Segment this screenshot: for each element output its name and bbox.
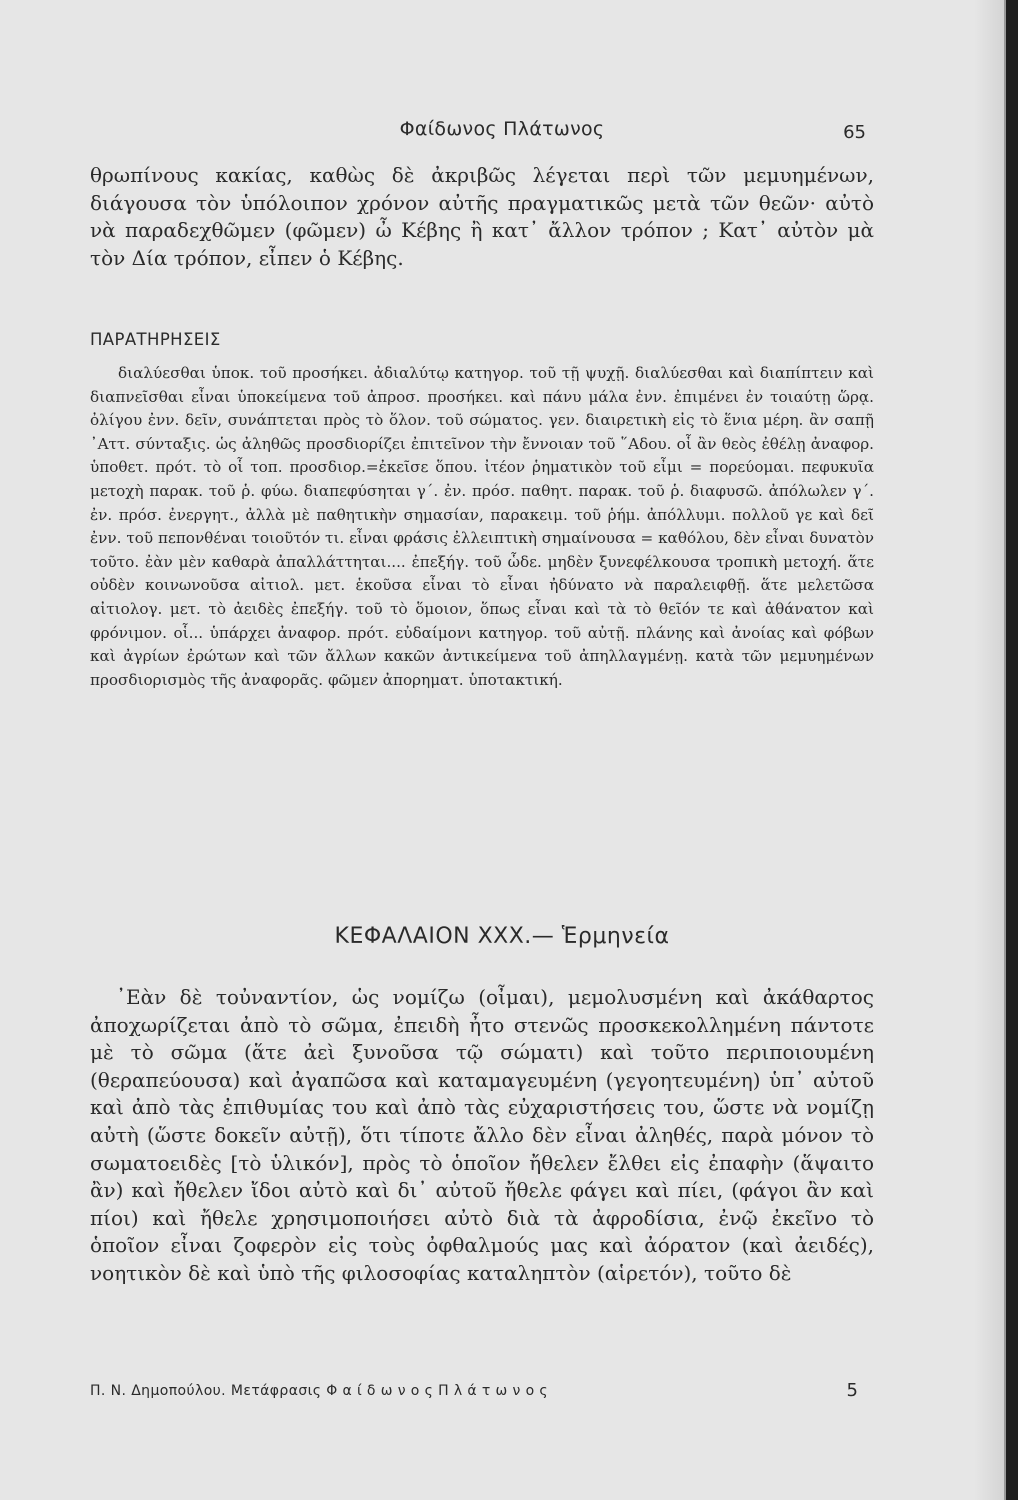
signature-number: 5	[846, 1380, 858, 1401]
intro-text: θρωπίνους κακίας, καθὼς δὲ ἀκριβῶς λέγεται περὶ τῶν μεμυημένων, διάγουσα τὸν ὑπόλοιπον χρόνον αὐτῆς πραγματικῶς μετὰ τῶν θεῶν· αὐτὸ νὰ παραδεχθῶμεν (φῶμεν) ὦ Κέβης ἢ κατ᾽ ἄλλον τρόπον ; Κατ᾽ αὐτὸν μὰ τὸν Δία τρόπον, εἶπεν ὁ Κέβης.	[90, 163, 874, 270]
notes-heading: ΠΑΡΑΤΗΡΗΣΕΙΣ	[90, 330, 221, 349]
chapter-text: ᾿Εὰν δὲ τοὐναντίον, ὡς νομίζω (οἶμαι), μεμολυσμένη καὶ ἀκάθαρτος ἀποχωρίζεται ἀπὸ τὸ σῶμα, ἐπειδὴ ἦτο στενῶς προσκεκολλημένη πάντοτε μὲ τὸ σῶμα (ἅτε ἀεὶ ξυνοῦσα τῷ σώματι) καὶ τοῦτο περιποιουμένη (θεραπεύουσα) καὶ ἀγαπῶσα καὶ καταμαγευμένη (γεγοητευμένη) ὑπ᾽ αὐτοῦ καὶ ἀπὸ τὰς ἐπιθυμίας του καὶ ἀπὸ τὰς εὐχαριστήσεις του, ὥστε νὰ νομίζῃ αὐτὴ (ὥστε δοκεῖν αὐτῇ), ὅτι τίποτε ἄλλο δὲν εἶναι ἀληθές, παρὰ μόνον τὸ σωματοειδὲς [τὸ ὑλικόν], πρὸς τὸ ὁποῖον ἤθελεν ἔλθει εἰς ἐπαφὴν (ἅψαιτο ἂν) καὶ ἤθελεν ἴδοι αὐτὸ καὶ δι᾽ αὐτοῦ ἤθελε φάγει καὶ πίει, (φάγοι ἂν καὶ πίοι) καὶ ἤθελε χρησιμοποιήσει αὐτὸ διὰ τὰ ἀφροδίσια, ἐνῷ ἐκεῖνο τὸ ὁποῖον εἶναι ζοφερὸν εἰς τοὺς ὀφθαλμούς μας καὶ ἀόρατον (καὶ ἀειδές), νοητικὸν δὲ καὶ ὑπὸ τῆς φιλοσοφίας καταληπτὸν (αἱρετόν), τοῦτο δὲ	[90, 985, 874, 1285]
chapter-body	[90, 984, 874, 1288]
intro-paragraph	[90, 162, 874, 272]
running-title: Φαίδωνος Πλάτωνος	[399, 118, 605, 140]
page-edge-shadow	[974, 0, 1004, 1500]
footer-signature: Π. Ν. Δημοπούλου. Μετάφρασις Φ α ί δ ω ν ο ς Π λ ά τ ω ν ο ς	[90, 1383, 549, 1399]
chapter-heading: ΚΕΦΑΛΑΙΟΝ ΧΧΧ.— Ἑρμηνεία	[334, 924, 670, 949]
notes-block	[90, 362, 874, 692]
page-number: 65	[843, 122, 866, 143]
notes-text: διαλύεσθαι ὑποκ. τοῦ προσήκει. ἀδιαλύτῳ κατηγορ. τοῦ τῇ ψυχῇ. διαλύεσθαι καὶ διαπίπτειν καὶ διαπνεῖσθαι εἶναι ὑποκείμενα τοῦ ἀπροσ. προσήκει. καὶ πάνυ μάλα ἐνν. ἐπιμένει ἐν τοιαύτῃ ὥρᾳ. ὀλίγου ἐνν. δεῖν, συνάπτεται πρὸς τὸ ὅλον. τοῦ σώματος. γεν. διαιρετικὴ εἰς τὸ ἕνια μέρη. ἂν σαπῇ ᾿Αττ. σύνταξις. ὡς ἀληθῶς προσδιορίζει ἐπιτεῖνον τὴν ἔννοιαν τοῦ ῞Αδου. οἷ ἂν θεὸς ἐθέλῃ ἀναφορ. ὑποθετ. πρότ. τὸ οἷ τοπ. προσδιορ.=ἐκεῖσε ὅπου. ἰτέον ῥηματικὸν τοῦ εἶμι = πορεύομαι. πεφυκυῖα μετοχὴ παρακ. τοῦ ῥ. φύω. διαπεφύσηται γ΄. ἐν. πρόσ. παθητ. παρακ. τοῦ ῥ. διαφυσῶ. ἀπόλωλεν γ΄. ἐν. πρόσ. ἐνεργητ., ἀλλὰ μὲ παθητικὴν σημασίαν, παρακειμ. τοῦ ῥήμ. ἀπόλλυμι. πολλοῦ γε καὶ δεῖ ἐνν. τοῦ πεπονθέναι τοιοῦτόν τι. εἶναι φράσις ἐλλειπτικὴ σημαίνουσα = καθόλου, δὲν εἶναι δυνατὸν τοῦτο. ἐὰν μὲν καθαρὰ ἀπαλλάττηται.... ἐπεξήγ. τοῦ ὧδε. μηδὲν ξυνεφέλκουσα τροπικὴ μετοχή. ἅτε οὐδὲν κοινωνοῦσα αἰτιολ. μετ. ἑκοῦσα εἶναι τὸ εἶναι ἠδύνατο νὰ παραλειφθῇ. ἅτε μελετῶσα αἰτιολογ. μετ. τὸ ἀειδὲς ἐπεξήγ. τοῦ τὸ ὅμοιον, ὅπως εἶναι καὶ τὰ τὸ θεῖόν τε καὶ ἀθάνατον καὶ φρόνιμον. οἷ... ὑπάρχει ἀναφορ. πρότ. εὐδαίμονι κατηγορ. τοῦ αὐτῇ. πλάνης καὶ ἀνοίας καὶ φόβων καὶ ἀγρίων ἐρώτων καὶ τῶν ἄλλων κακῶν ἀντικείμενα τοῦ ἀπηλλαγμένῃ. κατὰ τῶν μεμυημένων προσδιορισμὸς τῆς ἀναφορᾶς. φῶμεν ἀπορηματ. ὑποτακτική.	[90, 364, 874, 689]
